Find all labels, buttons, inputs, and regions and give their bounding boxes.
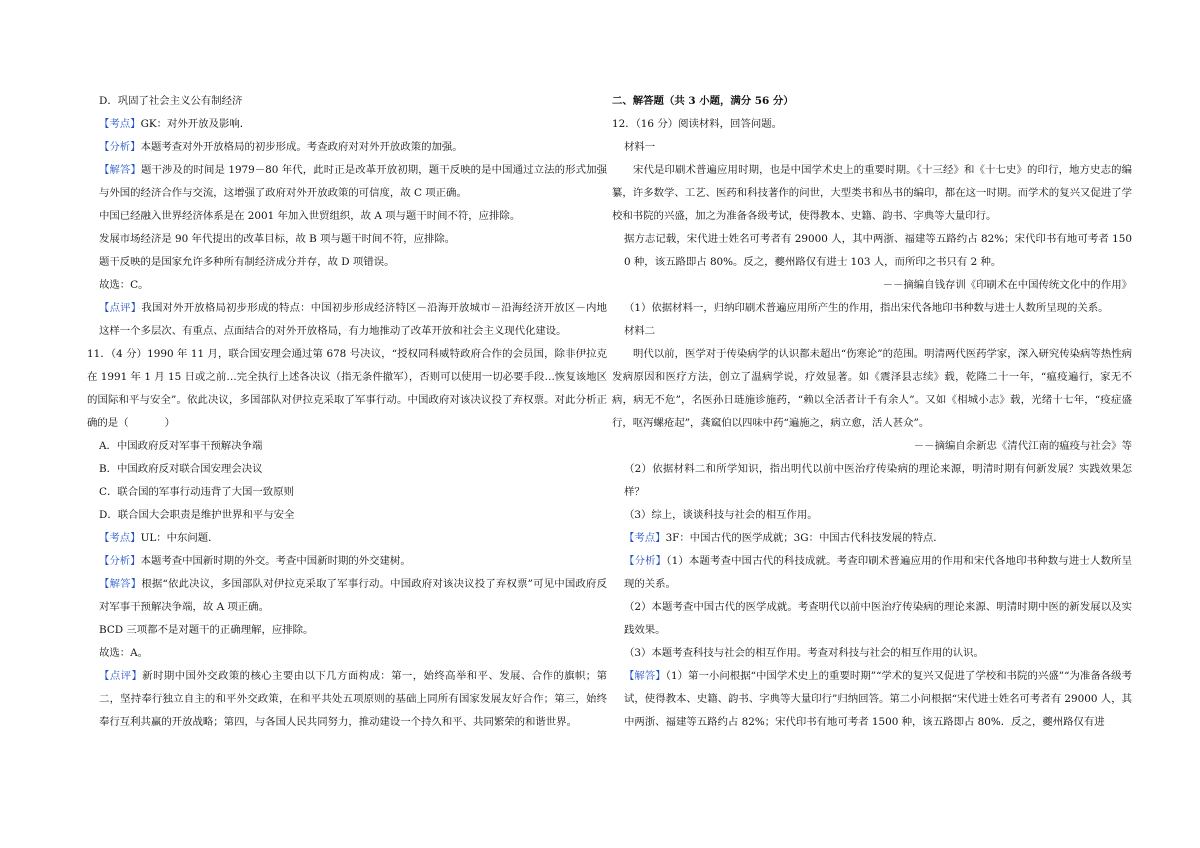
q12-jieda-text: （1）第一小问根据“中国学术史上的重要时期”“学术的复兴又促进了学校和书院的兴盛”“为准备各级考试，使得教本、史籍、韵书、字典等大量印行”归纳回答。第二小问根据“宋代进士姓名可考者有 29000 人，其中两浙、福建等五路约占 82%；宋代印书有地可考者 1500 种，该五路即占 80%．反之，夔州路仅有进	[624, 670, 1133, 728]
jieda-tag: 【解答】	[624, 670, 666, 682]
section-title: 二、解答题（共 3 小题，满分 56 分）	[612, 95, 794, 107]
q11-kaodian-text: UL：中东问题．	[140, 532, 219, 544]
q11-jieda-2: BCD 三项都不是对题干的正确理解，应排除。	[99, 624, 314, 636]
q11-stem-text: 11．（4 分）1990 年 11 月，联合国安理会通过第 678 号决议，“授权同科威特政府合作的会员国，除非伊拉克在 1991 年 1 月 15 日或之前…完全执行上述各决议（指无条件撤军），否则可以使用一切必要手段…恢复该地区的国际和平与安全”。依此决议，多国部队对伊拉克采取了军事行动。中国政府对该决议投了弃权票。对此分析正确的是（	[87, 348, 607, 429]
dianping-tag: 【点评】	[99, 302, 142, 314]
q11-option-d: D．联合国大会职责是维护世界和平与安全	[99, 509, 295, 521]
dianping-tag: 【点评】	[99, 670, 143, 682]
q11-option-a: A．中国政府反对军事干预解决争端	[99, 440, 263, 452]
q10-kaodian	[87, 113, 607, 136]
jieda-tag: 【解答】	[99, 578, 142, 590]
fenxi-tag: 【分析】	[99, 555, 141, 567]
q10-jieda	[87, 159, 607, 205]
q12-fenxi-2: （2）本题考查中国古代的医学成就。考查明代以前中医治疗传染病的理论来源、明清时期中医的新发展以及实践效果。	[624, 601, 1132, 636]
q11-answer: 故选：A。	[99, 647, 149, 659]
q12-part-1: （1）依据材料一，归纳印刷术普遍应用所产生的作用，指出宋代各地印书种数与进士人数所呈现的关系。	[624, 302, 1109, 314]
q12-part-3: （3）综上，谈谈科技与社会的相互作用。	[624, 509, 818, 521]
material-2-source: －－摘编自余新忠《清代江南的瘟疫与社会》等	[913, 440, 1132, 452]
q10-option-d: D．巩固了社会主义公有制经济	[99, 95, 243, 107]
q12-fenxi-3: （3）本题考查科技与社会的相互作用。考查对科技与社会的相互作用的认识。	[624, 647, 984, 659]
jieda-tag: 【解答】	[99, 164, 141, 176]
fenxi-tag: 【分析】	[624, 555, 667, 567]
material-2-title: 材料二	[624, 325, 656, 337]
q10-fenxi	[87, 136, 607, 159]
right-column	[612, 90, 1132, 734]
q12-jieda	[612, 665, 1132, 734]
q10-dianping	[87, 297, 607, 343]
q11-jieda	[87, 573, 607, 619]
q11-option-b: B．中国政府反对联合国安理会决议	[99, 463, 263, 475]
material-1-paragraph-2: 据方志记载，宋代进士姓名可考者有 29000 人，其中两浙、福建等五路约占 82%；宋代印书有地可考者 1500 种，该五路即占 80%。反之，夔州路仅有进士 103 人，而所印之书只有 2 种。	[624, 233, 1132, 268]
q11-stem-end: ）	[164, 417, 175, 429]
q11-dianping	[87, 665, 607, 734]
q11-stem	[87, 343, 607, 435]
q10-jieda-2: 中国已经融入世界经济体系是在 2001 年加入世贸组织，故 A 项与题干时间不符，应排除。	[99, 210, 521, 222]
material-1-source: －－摘编自钱存训《印刷术在中国传统文化中的作用》	[882, 279, 1132, 291]
fenxi-tag: 【分析】	[99, 141, 141, 153]
q11-dianping-text: 新时期中国外交政策的核心主要由以下几方面构成：第一，始终高举和平、发展、合作的旗帜；第二，坚持奉行独立自主的和平外交政策，在和平共处五项原则的基础上同所有国家发展友好合作；第三，始终奉行互利共赢的开放战略；第四，与各国人民共同努力，推动建设一个持久和平、共同繁荣的和谐世界。	[99, 670, 608, 728]
material-1-paragraph-1: 宋代是印刷术普遍应用时期，也是中国学术史上的重要时期。《十三经》和《十七史》的印行，地方史志的编纂，许多数学、工艺、医药和科技著作的问世，大型类书和丛书的编印，都在这一时期。而学术的复兴又促进了学校和书院的兴盛，加之为准备各级考试，使得教本、史籍、韵书、字典等大量印行。	[612, 164, 1132, 222]
material-2-paragraph: 明代以前，医学对于传染病学的认识都未超出“伤寒论”的范围。明清两代医药学家，深入研究传染病等热性病发病原因和医疗方法，创立了温病学说，疗效显著。如《震泽县志续》载，乾隆二十一年，“瘟疫遍行，家无不病，病无不危”，名医孙日琏施诊施药，“赖以全活者计千有余人”。又如《相城小志》载，光绪十七年，“疫症盛行，呕泻螺疮起”，龚窳伯以四味中药“遍施之，病立愈，活人甚众”。	[612, 348, 1132, 429]
kaodian-tag: 【考点】	[99, 532, 141, 544]
q12-fenxi	[612, 550, 1132, 596]
q10-fenxi-text: 本题考查对外开放格局的初步形成。考查政府对对外开放政策的加强。	[140, 141, 463, 153]
kaodian-tag: 【考点】	[99, 118, 141, 130]
q10-kaodian-text: GK：对外开放及影响．	[140, 118, 251, 130]
q12-part-2: （2）依据材料二和所学知识，指出明代以前中医治疗传染病的理论来源，明清时期有何新发展？实践效果怎样？	[624, 463, 1132, 498]
left-column	[87, 90, 607, 734]
q11-fenxi	[87, 550, 607, 573]
q10-jieda-3: 发展市场经济是 90 年代提出的改革目标，故 B 项与题干时间不符，应排除。	[99, 233, 456, 245]
q12-kaodian	[612, 527, 1132, 550]
kaodian-tag: 【考点】	[624, 532, 666, 544]
material-1-title: 材料一	[624, 141, 656, 153]
q12-fenxi-text: （1）本题考查中国古代的科技成就。考查印刷术普遍应用的作用和宋代各地印书种数与进士人数所呈现的关系。	[624, 555, 1133, 590]
q12-kaodian-text: 3F：中国古代的医学成就；3G：中国古代科技发展的特点．	[665, 532, 944, 544]
q11-jieda-text: 根据“依此决议，多国部队对伊拉克采取了军事行动。中国政府对该决议投了弃权票”可见中国政府反对军事干预解决争端，故 A 项正确。	[99, 578, 608, 613]
q11-option-c: C．联合国的军事行动违背了大国一致原则	[99, 486, 294, 498]
q10-jieda-4: 题干反映的是国家允许多种所有制经济成分并存，故 D 项错误。	[99, 256, 395, 268]
q11-fenxi-text: 本题考查中国新时期的外交。考查中国新时期的外交建树。	[140, 555, 411, 567]
q10-answer: 故选：C。	[99, 279, 149, 291]
q10-dianping-text: 我国对外开放格局初步形成的特点：中国初步形成经济特区－沿海开放城市－沿海经济开放区－内地这样一个多层次、有重点、点面结合的对外开放格局，有力地推动了改革开放和社会主义现代化建设。	[99, 302, 608, 337]
q11-kaodian	[87, 527, 607, 550]
q10-jieda-text: 题干涉及的时间是 1979－80 年代，此时正是改革开放初期，题干反映的是中国通过立法的形式加强与外国的经济合作与交流，这增强了政府对外开放政策的可信度，故 C 项正确。	[99, 164, 607, 199]
q12-stem: 12．（16 分）阅读材料，回答问题。	[612, 118, 783, 130]
